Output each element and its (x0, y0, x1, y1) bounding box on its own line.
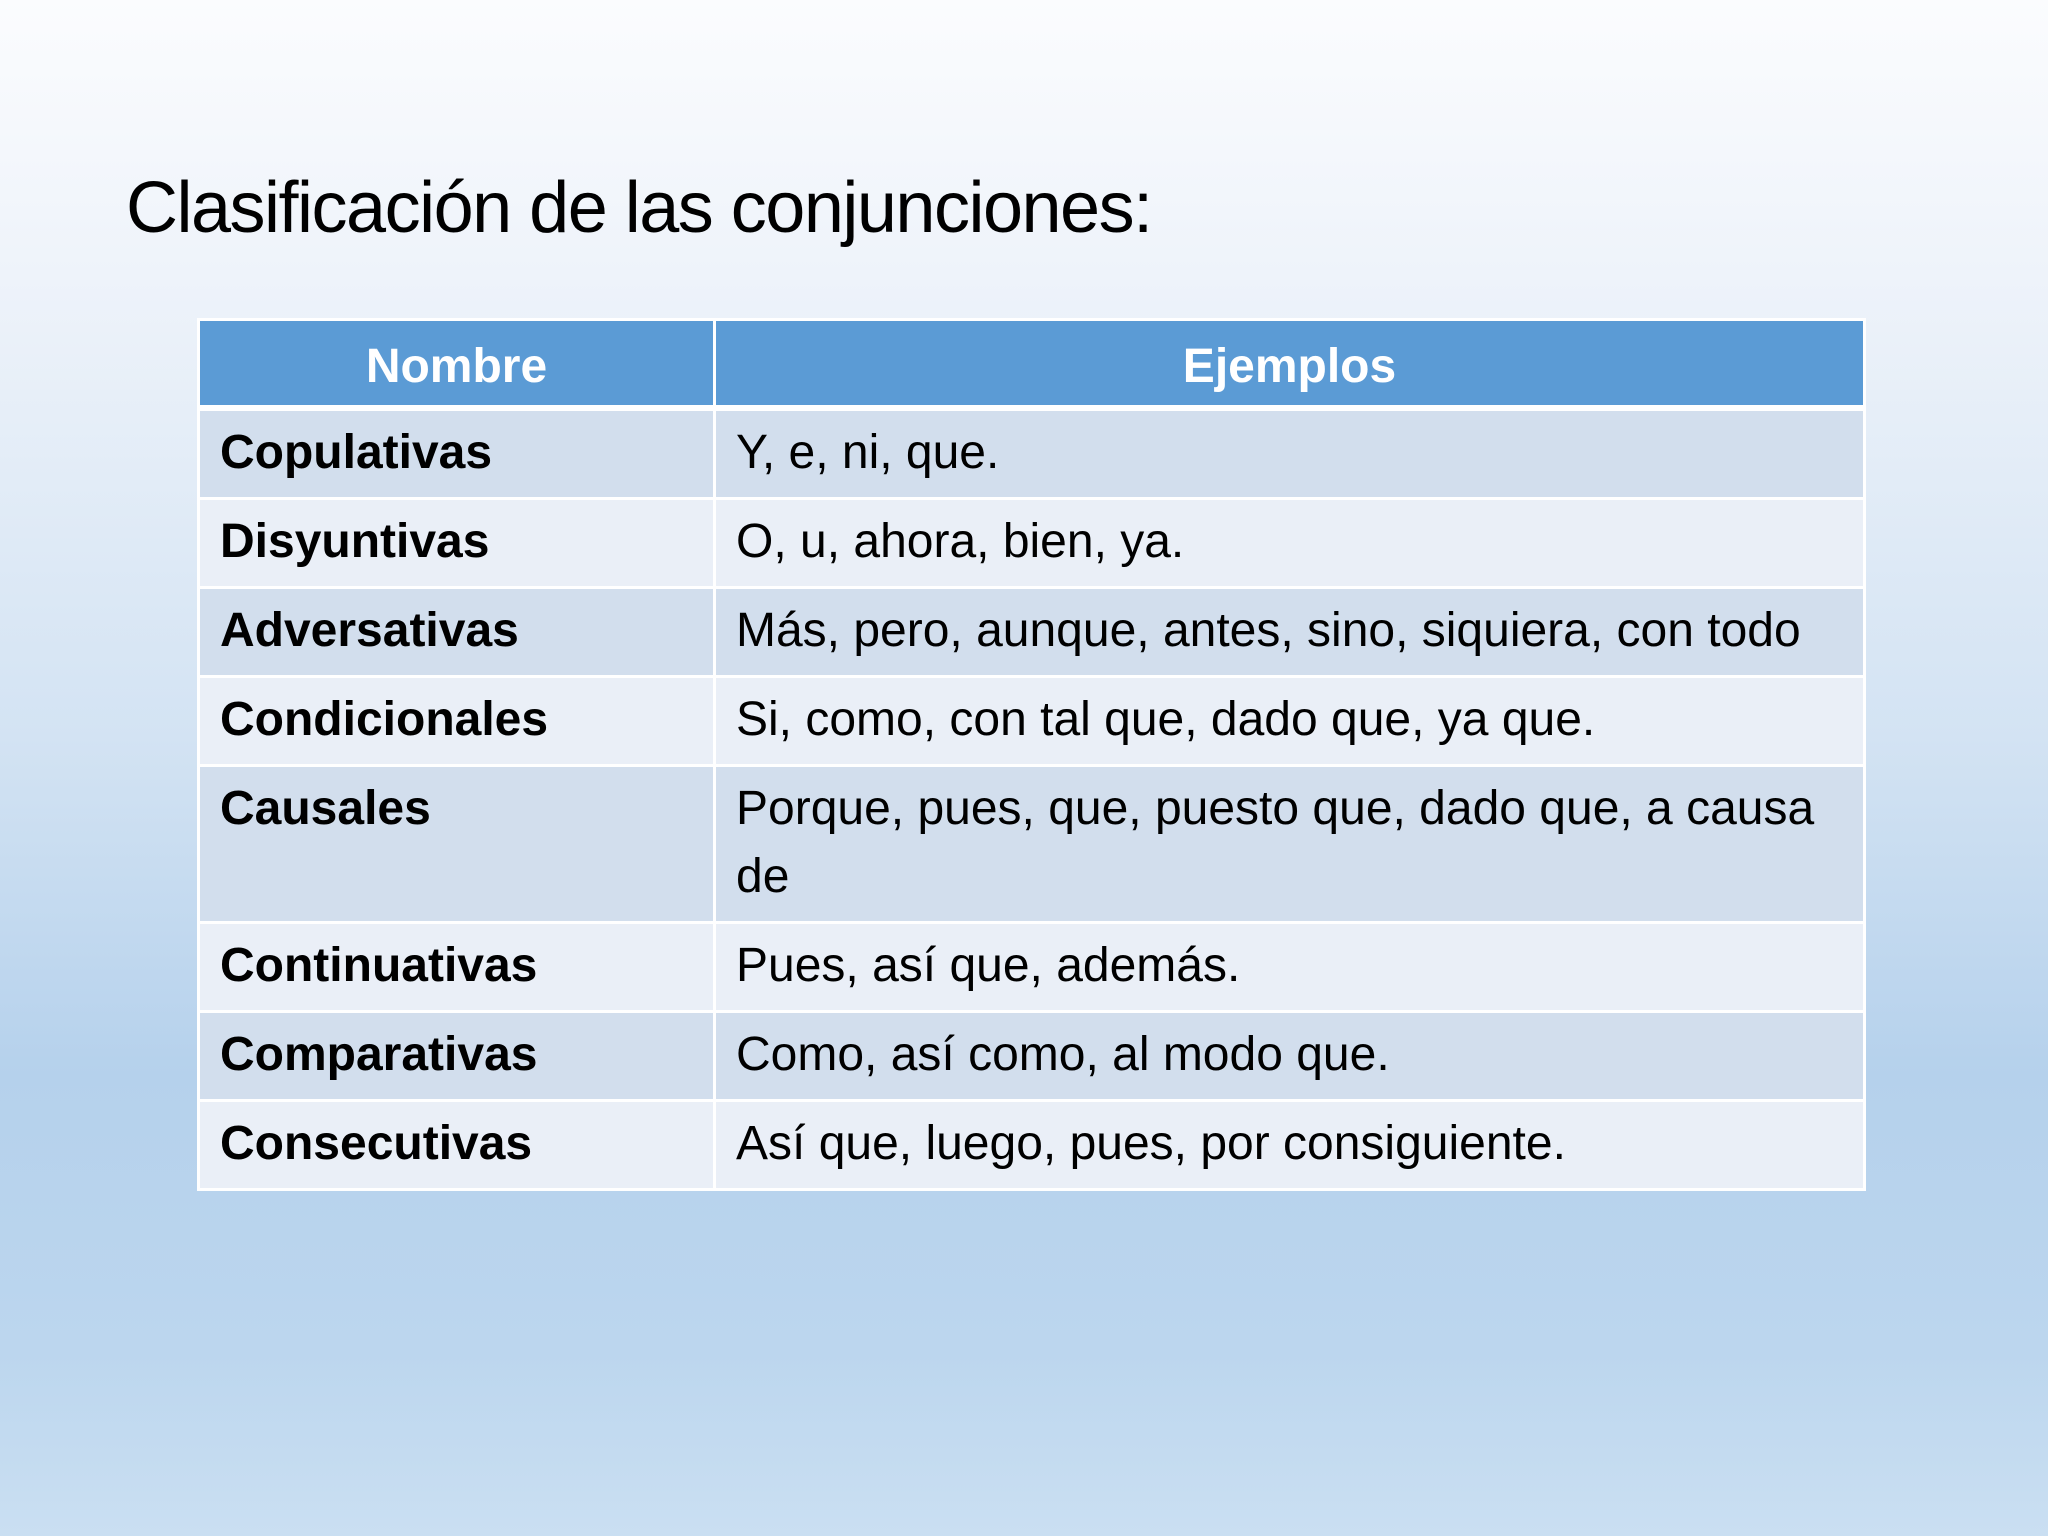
conjunctions-table (197, 318, 1866, 1191)
table-row (199, 922, 1865, 1011)
table-row (199, 765, 1865, 922)
row-examples: Como, así como, al modo que. (715, 1011, 1865, 1100)
row-examples: Así que, luego, pues, por consiguiente. (715, 1100, 1865, 1189)
row-name: Causales (199, 765, 715, 922)
column-header-name: Nombre (199, 320, 715, 408)
table-row (199, 676, 1865, 765)
row-examples: Pues, así que, además. (715, 922, 1865, 1011)
table-row (199, 1100, 1865, 1189)
row-examples: Y, e, ni, que. (715, 408, 1865, 499)
table-row (199, 408, 1865, 499)
row-examples: O, u, ahora, bien, ya. (715, 498, 1865, 587)
table-header-row (199, 320, 1865, 408)
row-name: Copulativas (199, 408, 715, 499)
row-name: Condicionales (199, 676, 715, 765)
row-name: Disyuntivas (199, 498, 715, 587)
slide-title: Clasificación de las conjunciones: (126, 168, 1152, 248)
row-name: Adversativas (199, 587, 715, 676)
table-row (199, 587, 1865, 676)
row-examples: Si, como, con tal que, dado que, ya que. (715, 676, 1865, 765)
row-name: Continuativas (199, 922, 715, 1011)
row-examples: Porque, pues, que, puesto que, dado que, a causa de (715, 765, 1865, 922)
column-header-examples: Ejemplos (715, 320, 1865, 408)
row-name: Comparativas (199, 1011, 715, 1100)
row-examples: Más, pero, aunque, antes, sino, siquiera, con todo (715, 587, 1865, 676)
table-row (199, 1011, 1865, 1100)
table-row (199, 498, 1865, 587)
row-name: Consecutivas (199, 1100, 715, 1189)
